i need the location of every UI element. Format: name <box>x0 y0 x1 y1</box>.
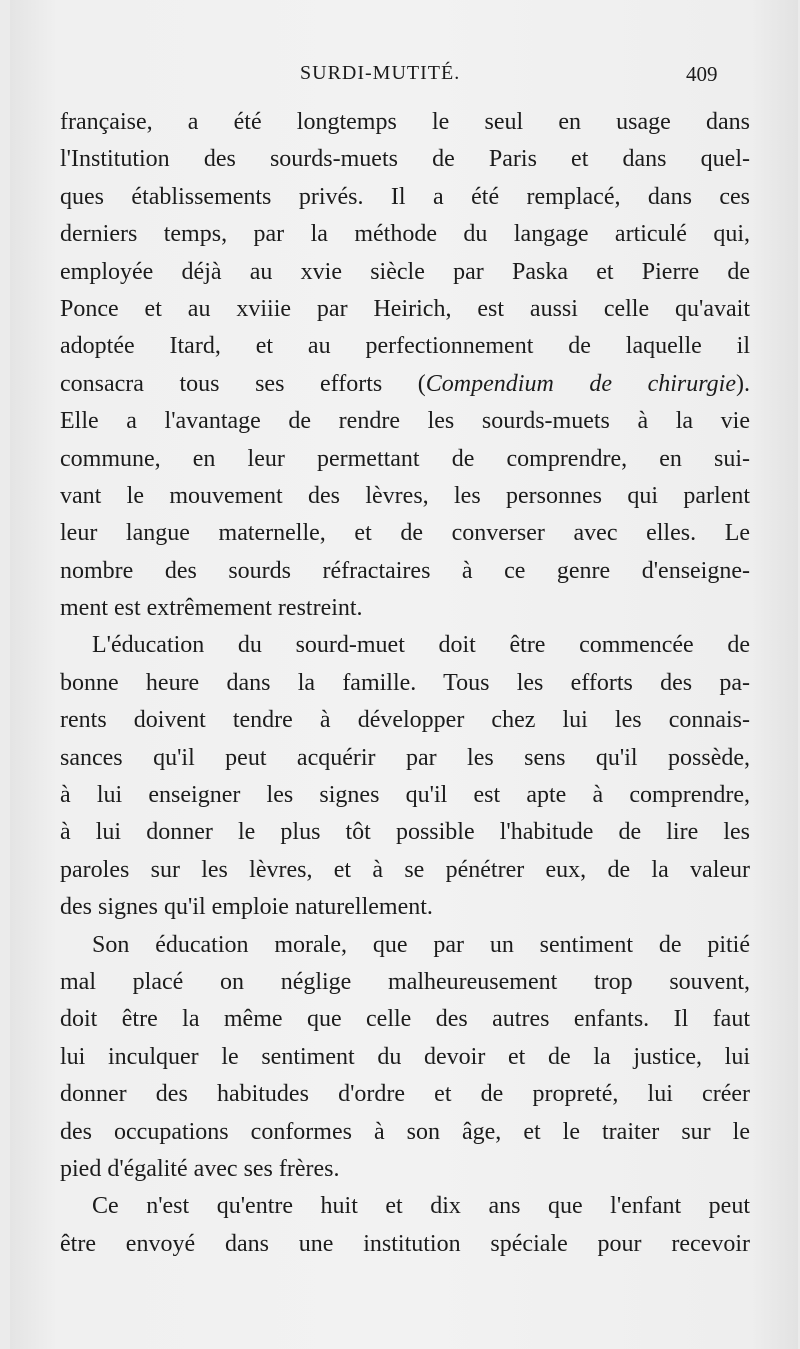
page-header <box>10 62 798 92</box>
text-line: pied d'égalité avec ses frères. <box>60 1155 340 1182</box>
text-line: leur langue maternelle, et de converser avec elles. Le <box>60 520 750 547</box>
text-line: Ce n'est qu'entre huit et dix ans que l'enfant peut <box>92 1193 750 1220</box>
text-line: Elle a l'avantage de rendre les sourds-muets à la vie <box>60 408 750 435</box>
text-line: doit être la même que celle des autres enfants. Il faut <box>60 1006 750 1033</box>
text-line: vant le mouvement des lèvres, les personnes qui parlent <box>60 482 750 509</box>
text-line: des signes qu'il emploie naturellement. <box>60 894 433 921</box>
text-line: employée déjà au xvie siècle par Paska et Pierre de <box>60 258 750 285</box>
body-text <box>60 104 750 1263</box>
text-line: mal placé on néglige malheureusement trop souvent, <box>60 968 750 995</box>
line-text-before: consacra tous ses efforts ( <box>60 370 426 397</box>
text-line: Ponce et au xviiie par Heirich, est aussi celle qu'avait <box>60 295 750 322</box>
text-line: Son éducation morale, que par un sentiment de pitié <box>92 931 750 958</box>
text-line: L'éducation du sourd-muet doit être commencée de <box>92 632 750 659</box>
text-line: ques établissements privés. Il a été remplacé, dans ces <box>60 183 750 210</box>
text-line: l'Institution des sourds-muets de Paris et dans quel- <box>60 146 750 173</box>
text-line: à lui donner le plus tôt possible l'habitude de lire les <box>60 819 750 846</box>
book-page <box>10 0 798 1349</box>
text-line: derniers temps, par la méthode du langage articulé qui, <box>60 221 750 248</box>
text-line: être envoyé dans une institution spéciale pour recevoir <box>60 1230 750 1257</box>
text-line: ment est extrêmement restreint. <box>60 595 363 622</box>
text-line: rents doivent tendre à développer chez lui les connais- <box>60 707 750 734</box>
text-line: lui inculquer le sentiment du devoir et de la justice, lui <box>60 1043 750 1070</box>
line-text-after: ). <box>736 370 751 397</box>
citation-title: Compendium de chirurgie <box>425 370 737 397</box>
text-line: française, a été longtemps le seul en usage dans <box>60 109 750 135</box>
text-line: des occupations conformes à son âge, et le traiter sur le <box>60 1118 750 1145</box>
text-line: paroles sur les lèvres, et à se pénétrer eux, de la valeur <box>60 856 750 883</box>
text-line: bonne heure dans la famille. Tous les efforts des pa- <box>60 669 750 696</box>
text-line: sances qu'il peut acquérir par les sens qu'il possède, <box>60 744 750 771</box>
text-line: donner des habitudes d'ordre et de propreté, lui créer <box>60 1081 750 1108</box>
text-line: adoptée Itard, et au perfectionnement de laquelle il <box>60 333 750 360</box>
page-number: 409 <box>686 62 718 86</box>
text-line-with-citation <box>60 366 750 403</box>
running-title: SURDI-MUTITÉ. <box>300 62 461 84</box>
text-line: à lui enseigner les signes qu'il est apte à comprendre, <box>60 782 750 809</box>
text-line: commune, en leur permettant de comprendre, en sui- <box>60 445 750 472</box>
text-line: nombre des sourds réfractaires à ce genre d'enseigne- <box>60 557 750 584</box>
